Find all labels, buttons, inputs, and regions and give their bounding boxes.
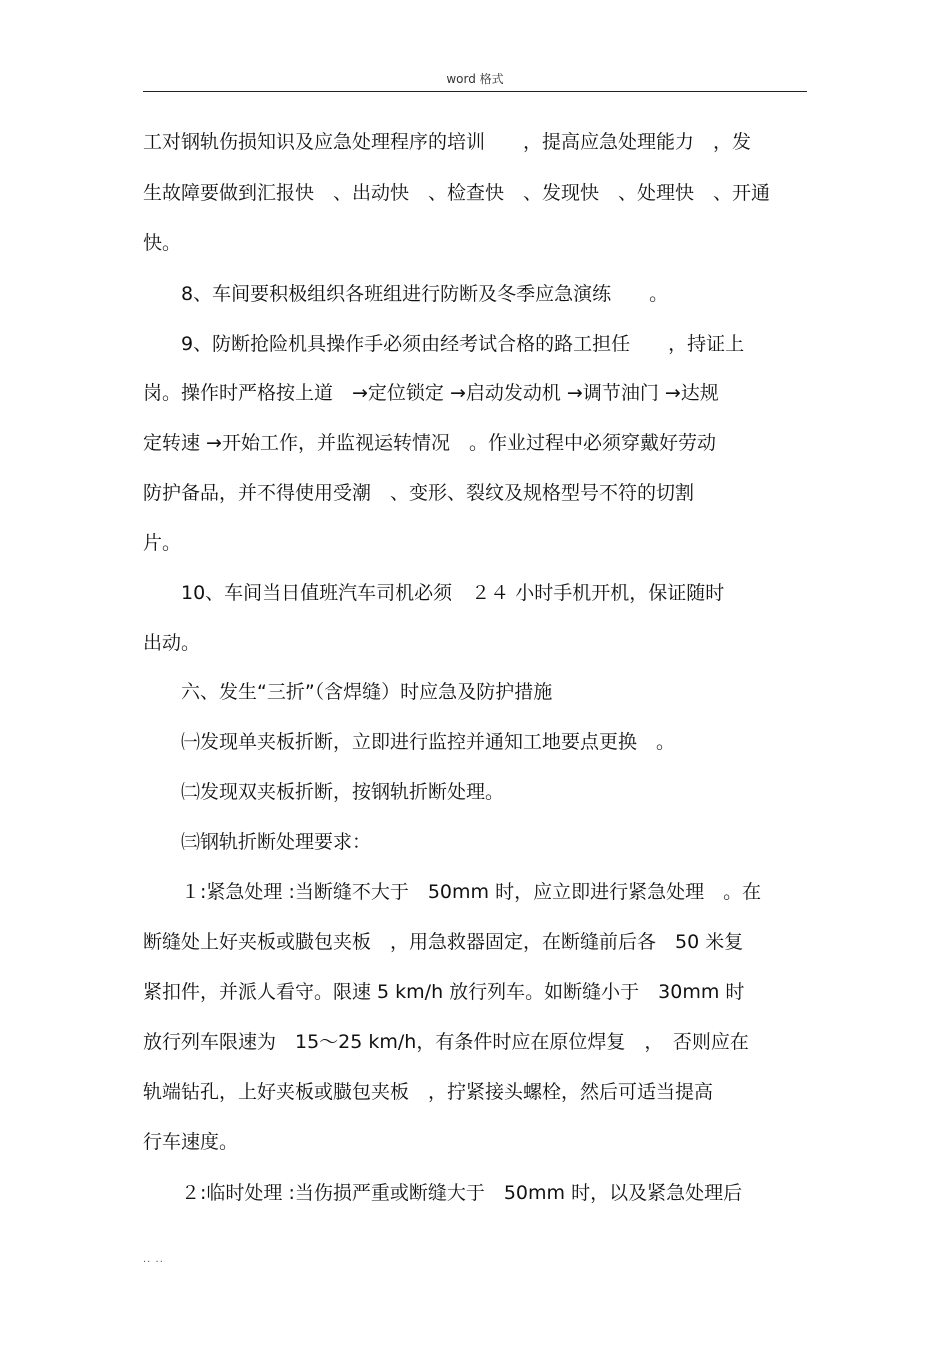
- paragraph-line: 工对钢轨伤损知识及应急处理程序的培训 ，提高应急处理能力 ，发: [143, 131, 752, 153]
- paragraph-line: 紧扣件，并派人看守。限速 5 km/h 放行列车。如断缝小于 30mm 时: [143, 981, 745, 1003]
- paragraph-line: 快。: [143, 232, 182, 254]
- page-header: word 格式: [446, 72, 504, 86]
- paragraph-line: 9、防断抢险机具操作手必须由经考试合格的路工担任 ，持证上: [143, 333, 745, 355]
- paragraph-line: 岗。操作时严格按上道 →定位锁定 →启动发动机 →调节油门 →达规: [143, 382, 719, 404]
- header-divider: [143, 91, 807, 92]
- paragraph-line: ㈠发现单夹板折断，立即进行监控并通知工地要点更换 。: [143, 731, 676, 753]
- paragraph-line: 轨端钻孔，上好夹板或臌包夹板 ，拧紧接头螺栓，然后可适当提高: [143, 1081, 714, 1103]
- paragraph-line: ㈡发现双夹板折断，按钢轨折断处理。: [143, 781, 505, 803]
- paragraph-line: ２:临时处理 :当伤损严重或断缝大于 50mm 时，以及紧急处理后: [143, 1182, 743, 1204]
- paragraph-line: 行车速度。: [143, 1131, 239, 1153]
- paragraph-line: 片。: [143, 532, 182, 554]
- paragraph-line: １:紧急处理 :当断缝不大于 50mm 时，应立即进行紧急处理 。在: [143, 881, 762, 903]
- page-footer-mark: .. ..: [143, 1254, 164, 1265]
- section-heading: 六、发生“三折”（含焊缝）时应急及防护措施: [143, 681, 553, 703]
- paragraph-line: 10、车间当日值班汽车司机必须 ２４ 小时手机开机，保证随时: [143, 582, 725, 604]
- paragraph-line: 出动。: [143, 632, 201, 654]
- paragraph-line: 放行列车限速为 15～25 km/h，有条件时应在原位焊复 ， 否则应在: [143, 1031, 749, 1053]
- paragraph-line: 生故障要做到汇报快 、出动快 、检查快 、发现快 、处理快 、开通: [143, 182, 771, 204]
- paragraph-line: 防护备品，并不得使用受潮 、变形、裂纹及规格型号不符的切割: [143, 482, 695, 504]
- paragraph-line: 断缝处上好夹板或臌包夹板 ，用急救器固定，在断缝前后各 50 米复: [143, 931, 744, 953]
- paragraph-line: 定转速 →开始工作，并监视运转情况 。作业过程中必须穿戴好劳动: [143, 432, 716, 454]
- paragraph-line: 8、车间要积极组织各班组进行防断及冬季应急演练 。: [143, 283, 669, 305]
- paragraph-line: ㈢钢轨折断处理要求：: [143, 831, 372, 853]
